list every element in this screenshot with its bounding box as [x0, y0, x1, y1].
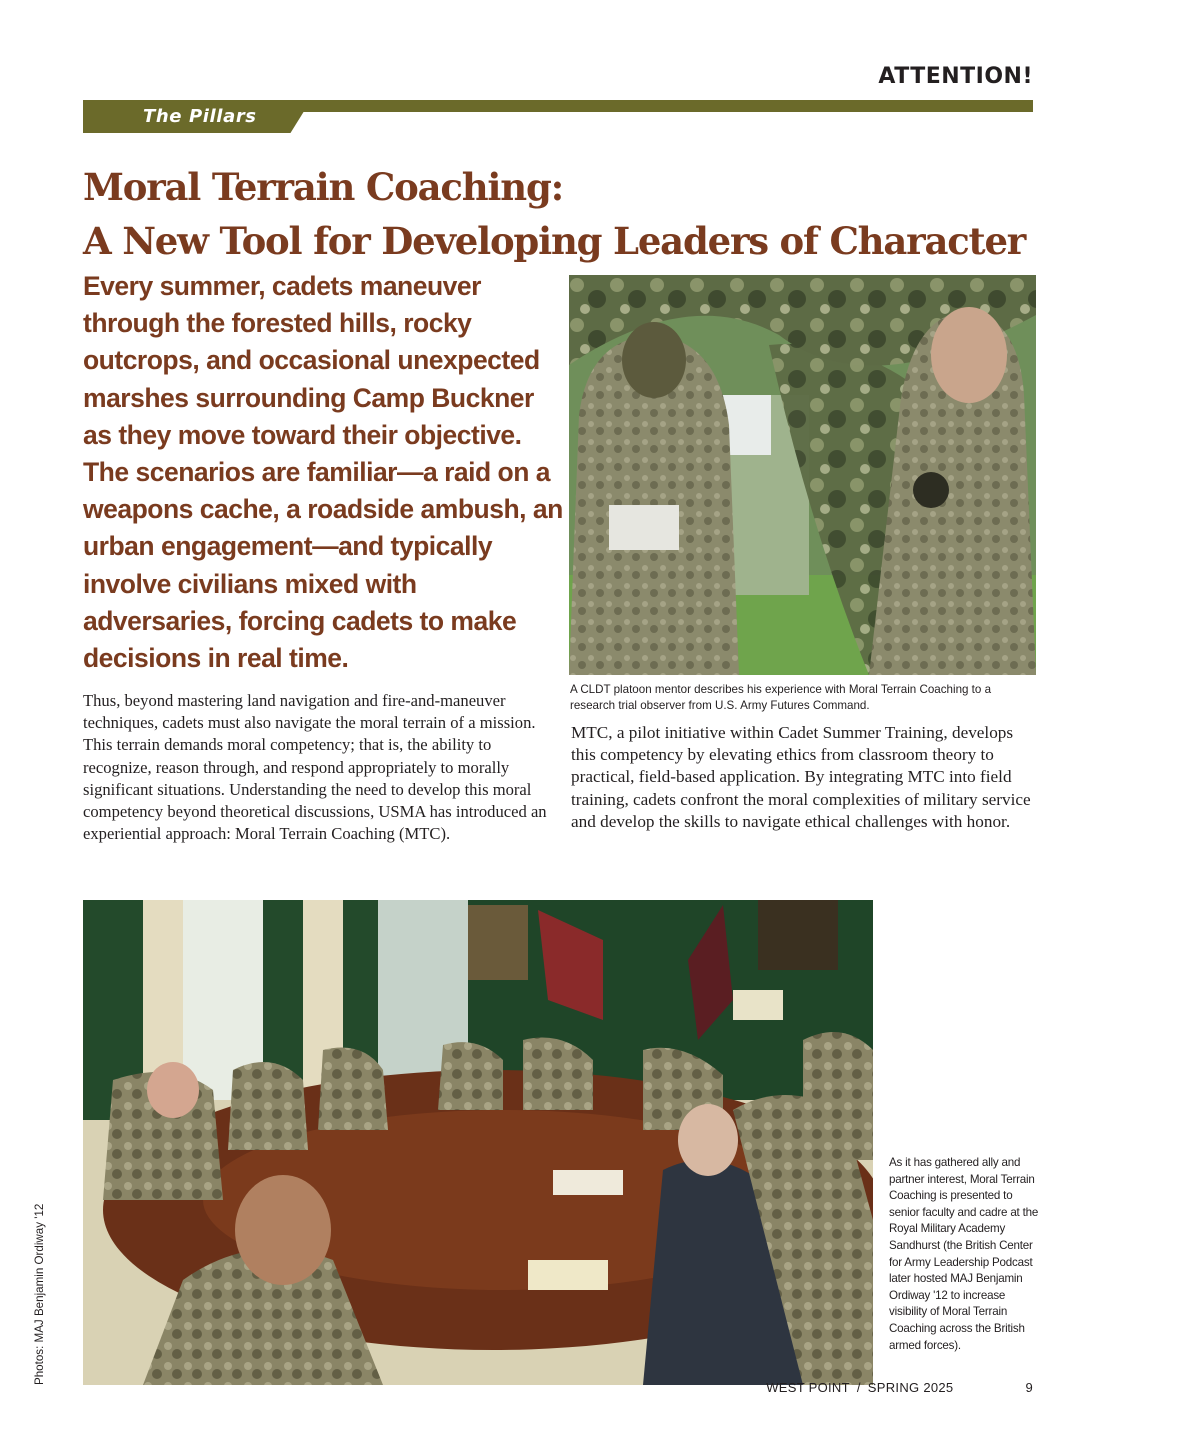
lead-paragraph: Every summer, cadets maneuver through the forested hills, rocky outcrops, and occasional unexpected marshes surrounding Camp Buckner as they move toward their objective. The scenarios are familiar—a raid on a weapons cache, a roadside ambush, an urban engagement—and typically involve civilians mixed with adversaries, forcing cadets to make decisions in real time.	[83, 271, 563, 674]
sandhurst-meeting-photo	[83, 900, 873, 1385]
photo-credit: Photos: MAJ Benjamin Ordiway '12	[33, 1203, 46, 1385]
field-photo	[569, 275, 1036, 675]
page-number: 9	[1025, 1380, 1033, 1395]
sandhurst-meeting-illustration	[83, 900, 873, 1385]
publication-name: WEST POINT	[766, 1380, 850, 1395]
pillar-label: The Pillars	[143, 106, 257, 127]
field-photo-caption: A CLDT platoon mentor describes his experience with Moral Terrain Coaching to a research trial observer from U.S. Army Futures Command.	[570, 683, 992, 712]
title-line-2: A New Tool for Developing Leaders of Character	[83, 219, 1026, 263]
page-footer	[766, 1380, 1033, 1395]
body-paragraph-right: MTC, a pilot initiative within Cadet Summer Training, develops this competency by elevating ethics from classroom theory to practical, field-based application. By integrating MTC into field training, cadets confront the moral complexities of military service and develop the skills to navigate ethical challenges with honor.	[571, 723, 1031, 831]
issue-name: SPRING 2025	[867, 1380, 954, 1395]
section-tag: ATTENTION!	[878, 64, 1033, 89]
field-photo-illustration	[569, 275, 1036, 675]
article-title	[83, 160, 1083, 268]
body-paragraph-left: Thus, beyond mastering land navigation and fire-and-maneuver techniques, cadets must also navigate the moral terrain of a mission. This terrain demands moral competency; that is, the ability to recognize, reason through, and respond appropriately to morally significant situations. Understanding the need to develop this moral competency beyond theoretical discussions, USMA has introduced an experiential approach: Moral Terrain Coaching (MTC).	[83, 691, 547, 844]
footer-separator: /	[856, 1380, 861, 1395]
title-line-1: Moral Terrain Coaching:	[83, 165, 564, 209]
sandhurst-photo-caption: As it has gathered ally and partner interest, Moral Terrain Coaching is presented to senior faculty and cadre at the Royal Military Academy Sandhurst (the British Center for Army Leadership Podcast later hosted MAJ Benjamin Ordiway '12 to increase visibility of Moral Terrain Coaching across the British armed forces).	[889, 1156, 1039, 1352]
